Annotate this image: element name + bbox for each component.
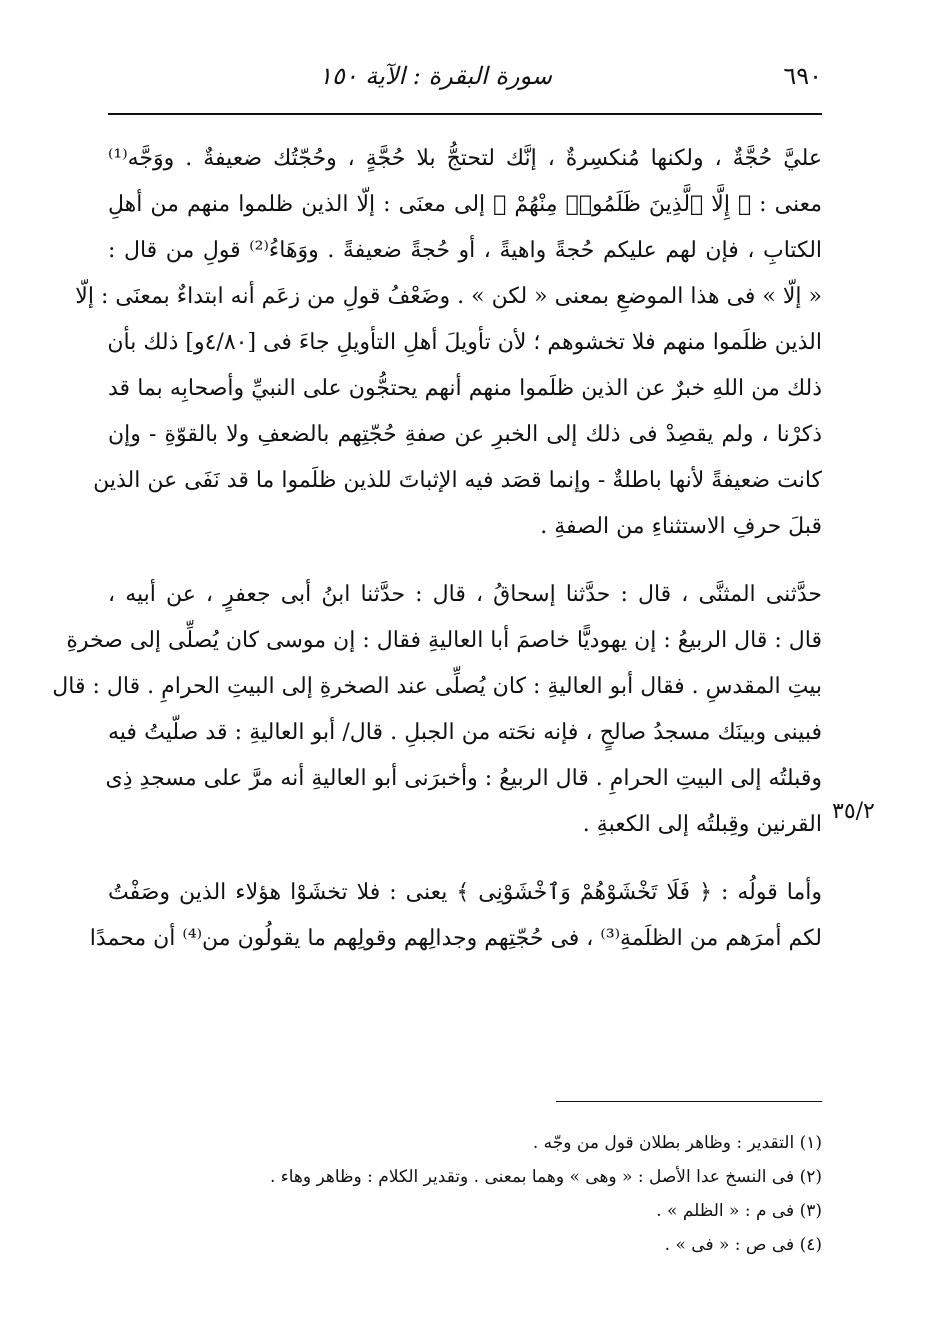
text-line: فبينى وبينَك مسجدُ صالحٍ ، فإنه نحَته من الجبلِ . قال/ أبو العاليةِ : قد صلّيتُ فيه (108, 720, 822, 745)
main-text (52, 136, 823, 984)
running-title: سورة البقرة : الآية ١٥٠ (318, 62, 552, 90)
footnote: (٣) فى م : « الظلم » . (656, 1201, 822, 1221)
text-line: معنى : ﴿ إِلَّا ٱلَّذِينَ ظَلَمُوا۟ مِنْهُمْ ﴾ إلى معنَى : إلّا الذين ظلموا منهم من أهلِ (108, 192, 822, 217)
footnote-rule (556, 1101, 822, 1102)
text-line: الذين ظلَموا منهم فلا تخشوهم ؛ لأن تأويلَ أهلِ التأويلِ جاءَ فى [٤/٨٠و] ذلك بأن (107, 330, 822, 355)
header-rule (108, 113, 822, 115)
paragraph-3 (89, 870, 822, 962)
text-line: ذكرْنا ، ولم يقصِدْ فى ذلك إلى الخبرِ عن صفةِ حُجّتِهم بالضعفِ ولا بالقوّةِ - وإن (108, 422, 822, 447)
footnote: (٢) فى النسخ عدا الأصل : « وهى » وهما بمعنى . وتقدير الكلام : وظاهر وهاء . (269, 1167, 822, 1187)
paragraph-1 (75, 136, 823, 550)
paragraph-2 (52, 572, 822, 848)
text-line: حدَّثنى المثنَّى ، قال : حدَّثنا إسحاقُ ، قال : حدَّثنا ابنُ أبى جعفرٍ ، عن أبيه ، (108, 582, 822, 607)
footnote: (١) التقدير : وظاهر بطلان قول من وجّه . (532, 1133, 822, 1153)
text-line: عليَّ حُجَّةٌ ، ولكنها مُنكسِرةٌ ، إنَّك لتحتجُّ بلا حُجَّةٍ ، وحُجّتُك ضعيفةٌ . ووَجَّه⁽¹⁾ (108, 146, 822, 171)
text-line: القرنين وقِبلتُه إلى الكعبةِ . (582, 812, 822, 837)
text-line: لكم أمرَهم من الظلَمةِ⁽³⁾ ، فى حُجّتِهم وجدالِهم وقولِهم ما يقولُون من⁽⁴⁾ أن محمدًا (89, 926, 822, 951)
text-line: الكتابِ ، فإن لهم عليكم حُجةً واهيةً ، أو حُجةً ضعيفةً . ووَهَاءُ⁽²⁾ قولِ من قال : (108, 238, 823, 263)
margin-note: ٣٥/٢ (832, 799, 875, 824)
text-line: وأما قولُه : ﴿ فَلَا تَخْشَوْهُمْ وَٱخْشَوْنِى ﴾ يعنى : فلا تخشَوْا هؤلاء الذين وصَفْتُ (108, 880, 822, 905)
text-line: « إلّا » فى هذا الموضعِ بمعنى « لكن » . وضَعْفُ قولِ من زعَم أنه ابتداءٌ بمعنَى : إلّا (75, 284, 822, 309)
text-line: قبلَ حرفِ الاستثناءِ من الصفةِ . (540, 514, 822, 539)
text-line: كانت ضعيفةً لأنها باطلةٌ - وإنما قصَد فيه الإثباتَ للذين ظلَموا ما قد نَفَى عن الذين (93, 468, 822, 493)
text-line: ذلك من اللهِ خبرٌ عن الذين ظلَموا منهم أنهم يحتجُّون على النبيِّ وأصحابِه بما قد (108, 376, 822, 401)
text-line: بيتِ المقدسِ . فقال أبو العاليةِ : كان يُصلِّى عند الصخرةِ إلى البيتِ الحرامِ . قال : قال (52, 674, 822, 699)
footnotes (108, 1126, 822, 1262)
footnote: (٤) فى ص : « فى » . (664, 1235, 822, 1255)
page-number: ٦٩٠ (783, 62, 822, 90)
text-line: وقبلتُه إلى البيتِ الحرامِ . قال الربيعُ : وأخبرَنى أبو العاليةِ أنه مرَّ على مسجدِ ذِى (105, 766, 822, 791)
text-line: قال : قال الربيعُ : إن يهوديًّا خاصمَ أبا العاليةِ فقال : إن موسى كان يُصلِّى إلى صخرةِ (66, 628, 822, 653)
page-header (108, 62, 822, 98)
